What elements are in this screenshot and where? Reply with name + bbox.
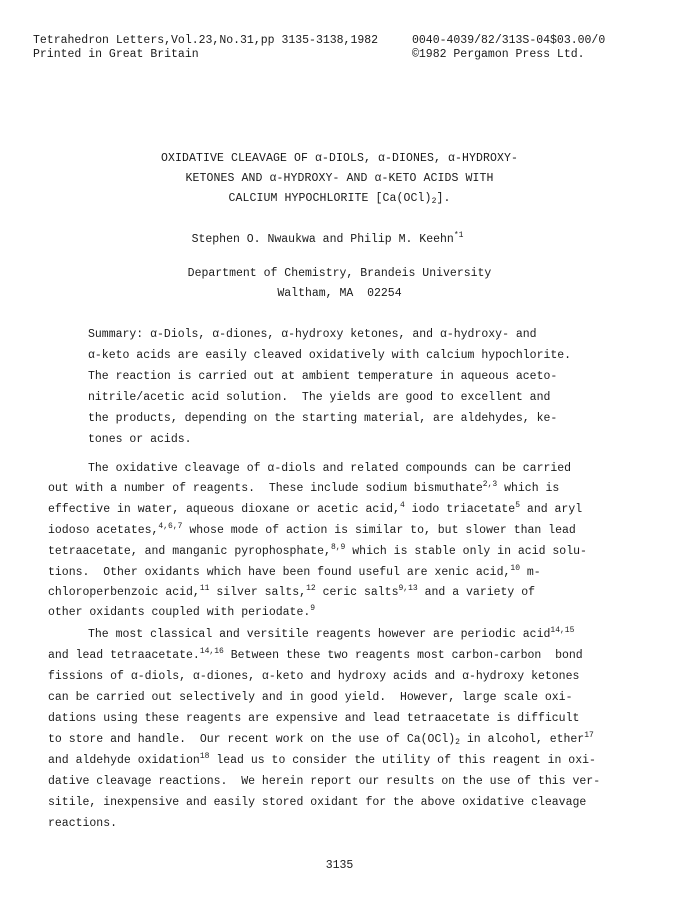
body-line: chloroperbenzoic acid,$^{11}$ silver salts,$^{12}$ ceric salts$^{9,13}$ and a variety of <box>48 584 536 599</box>
body-line: and lead tetraacetate.$^{14,16}$ Between these two reagents most carbon-carbon bond <box>48 647 583 662</box>
author-footnote-marker: *1 <box>453 231 464 240</box>
body-line: dative cleavage reactions. We herein report our results on the use of this ver- <box>48 775 601 788</box>
affiliation-city: Waltham, MA 02254 <box>277 287 402 300</box>
body-line: The most classical and versitile reagents however are periodic acid$^{14,15}$ <box>88 626 575 641</box>
summary-line: nitrile/acetic acid solution. The yields are good to excellent and <box>88 391 551 404</box>
issn-code: 0040-4039/82/313S-04$03.00/0 <box>412 34 606 47</box>
copyright-notice: ©1982 Pergamon Press Ltd. <box>412 48 585 61</box>
body-line: iodoso acetates,$^{4,6,7}$ whose mode of action is similar to, but slower than lead <box>48 522 576 537</box>
body-line: other oxidants coupled with periodate.$^9$ <box>48 604 316 619</box>
author-names: Stephen O. Nwaukwa and Philip M. Keehn$^{*1}$ <box>191 231 464 246</box>
body-line: reactions. <box>48 817 118 830</box>
body-line: to store and handle. Our recent work on the use of $Ca(OCl)_2$ in alcohol, ether$^{17}$ <box>48 731 594 747</box>
body-line: out with a number of reagents. These include sodium bismuthate$^{2,3}$ which is <box>48 480 560 495</box>
paper-title-line-1: OXIDATIVE CLEAVAGE OF α-DIOLS, α-DIONES, α-HYDROXY- <box>160 152 519 165</box>
body-line: can be carried out selectively and in good yield. However, large scale oxi- <box>48 691 573 704</box>
paper-title-line-2: KETONES AND α-HYDROXY- AND α-KETO ACIDS WITH <box>185 172 494 185</box>
body-line: tetraacetate, and manganic pyrophosphate,$^{8,9}$ which is stable only in acid solu- <box>48 543 587 558</box>
body-line: fissions of α-diols, α-diones, α-keto and hydroxy acids and α-hydroxy ketones <box>48 670 580 683</box>
summary-line: α-keto acids are easily cleaved oxidatively with calcium hypochlorite. <box>88 349 572 362</box>
body-line: sitile, inexpensive and easily stored oxidant for the above oxidative cleavage <box>48 796 587 809</box>
body-line: and aldehyde oxidation$^{18}$ lead us to consider the utility of this reagent in oxi- <box>48 752 596 767</box>
printed-location: Printed in Great Britain <box>33 48 199 61</box>
paper-title-line-3: CALCIUM HYPOCHLORITE $[Ca(OCl)_2]$. <box>228 192 451 206</box>
body-line: tions. Other oxidants which have been found useful are xenic acid,$^{10}$ m- <box>48 564 541 579</box>
page-number: 3135 <box>325 859 354 872</box>
summary-line: the products, depending on the starting material, are aldehydes, ke- <box>88 412 558 425</box>
journal-citation: Tetrahedron Letters,Vol.23,No.31,pp 3135-3138,1982 <box>33 34 379 47</box>
body-line: effective in water, aqueous dioxane or acetic acid,$^4$ iodo triacetate$^5$ and aryl <box>48 501 583 516</box>
summary-line: The reaction is carried out at ambient temperature in aqueous aceto- <box>88 370 558 383</box>
body-line: The oxidative cleavage of α-diols and related compounds can be carried <box>88 462 572 475</box>
affiliation-department: Department of Chemistry, Brandeis University <box>187 267 492 280</box>
summary-line: Summary: α-Diols, α-diones, α-hydroxy ketones, and α-hydroxy- and <box>88 328 537 341</box>
body-line: dations using these reagents are expensive and lead tetraacetate is difficult <box>48 712 580 725</box>
summary-line: tones or acids. <box>88 433 192 446</box>
